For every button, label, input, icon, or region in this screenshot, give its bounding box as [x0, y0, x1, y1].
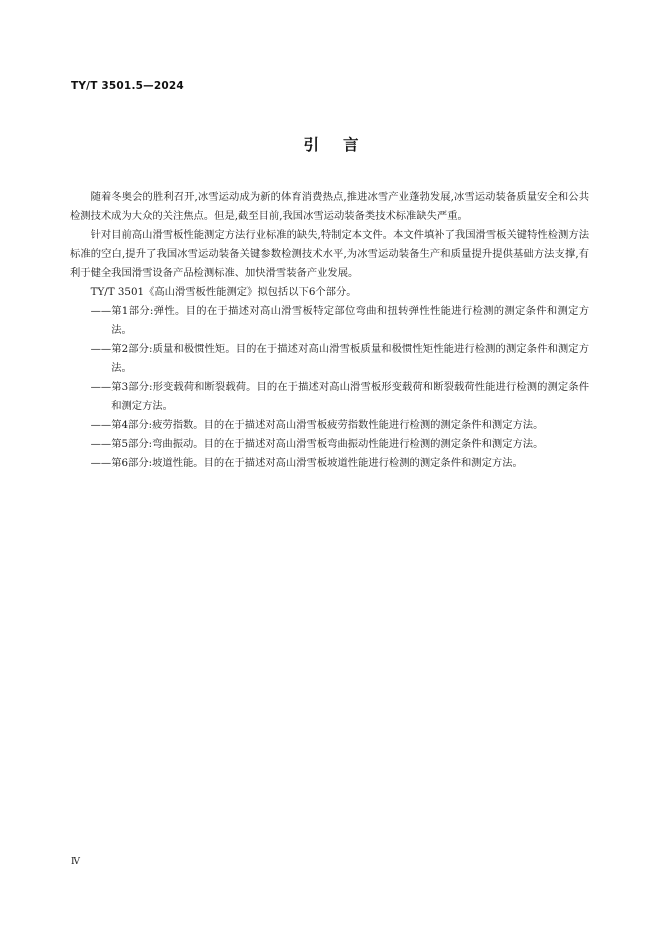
page-number: Ⅳ [71, 857, 80, 867]
list-marker: —— [90, 438, 112, 450]
list-item [70, 416, 589, 435]
list-item [70, 435, 589, 454]
list-item [70, 340, 589, 378]
list-marker: —— [90, 419, 112, 431]
list-item-text: 第1部分:弹性。目的在于描述对高山滑雪板特定部位弯曲和扭转弹性性能进行检测的测定条件和测定方法。 [111, 305, 589, 336]
list-item-text: 第4部分:疲劳指数。目的在于描述对高山滑雪板疲劳指数性能进行检测的测定条件和测定方法。 [111, 419, 544, 431]
paragraph: TY/T 3501《高山滑雪板性能测定》拟包括以下6个部分。 [90, 286, 357, 298]
list-marker: —— [90, 381, 112, 393]
list-item-text: 第3部分:形变载荷和断裂载荷。目的在于描述对高山滑雪板形变载荷和断裂载荷性能进行检测的测定条件和测定方法。 [111, 381, 589, 412]
introduction-body [70, 188, 589, 473]
list-marker: —— [90, 343, 112, 355]
list-item-text: 第2部分:质量和极惯性矩。目的在于描述对高山滑雪板质量和极惯性矩性能进行检测的测定条件和测定方法。 [111, 343, 589, 374]
paragraph: 针对目前高山滑雪板性能测定方法行业标准的缺失,特制定本文件。本文件填补了我国滑雪板关键特性检测方法标准的空白,提升了我国冰雪运动装备关键参数检测技术水平,为冰雪运动装备生产和质量提升提供基础方法支撑,有利于健全我国滑雪设备产品检测标准、加快滑雪装备产业发展。 [70, 229, 589, 279]
list-item-text: 第5部分:弯曲振动。目的在于描述对高山滑雪板弯曲振动性能进行检测的测定条件和测定方法。 [111, 438, 544, 450]
list-item [70, 454, 589, 473]
list-marker: —— [90, 457, 112, 469]
list-item [70, 302, 589, 340]
list-item-text: 第6部分:坡道性能。目的在于描述对高山滑雪板坡道性能进行检测的测定条件和测定方法。 [111, 457, 523, 469]
list-item [70, 378, 589, 416]
document-code: TY/T 3501.5—2024 [71, 80, 184, 92]
paragraph: 随着冬奥会的胜利召开,冰雪运动成为新的体育消费热点,推进冰雪产业蓬勃发展,冰雪运动装备质量安全和公共检测技术成为大众的关注焦点。但是,截至目前,我国冰雪运动装备类技术标准缺失严重。 [70, 191, 589, 222]
list-marker: —— [90, 305, 112, 317]
section-title: 引言 [303, 136, 383, 154]
